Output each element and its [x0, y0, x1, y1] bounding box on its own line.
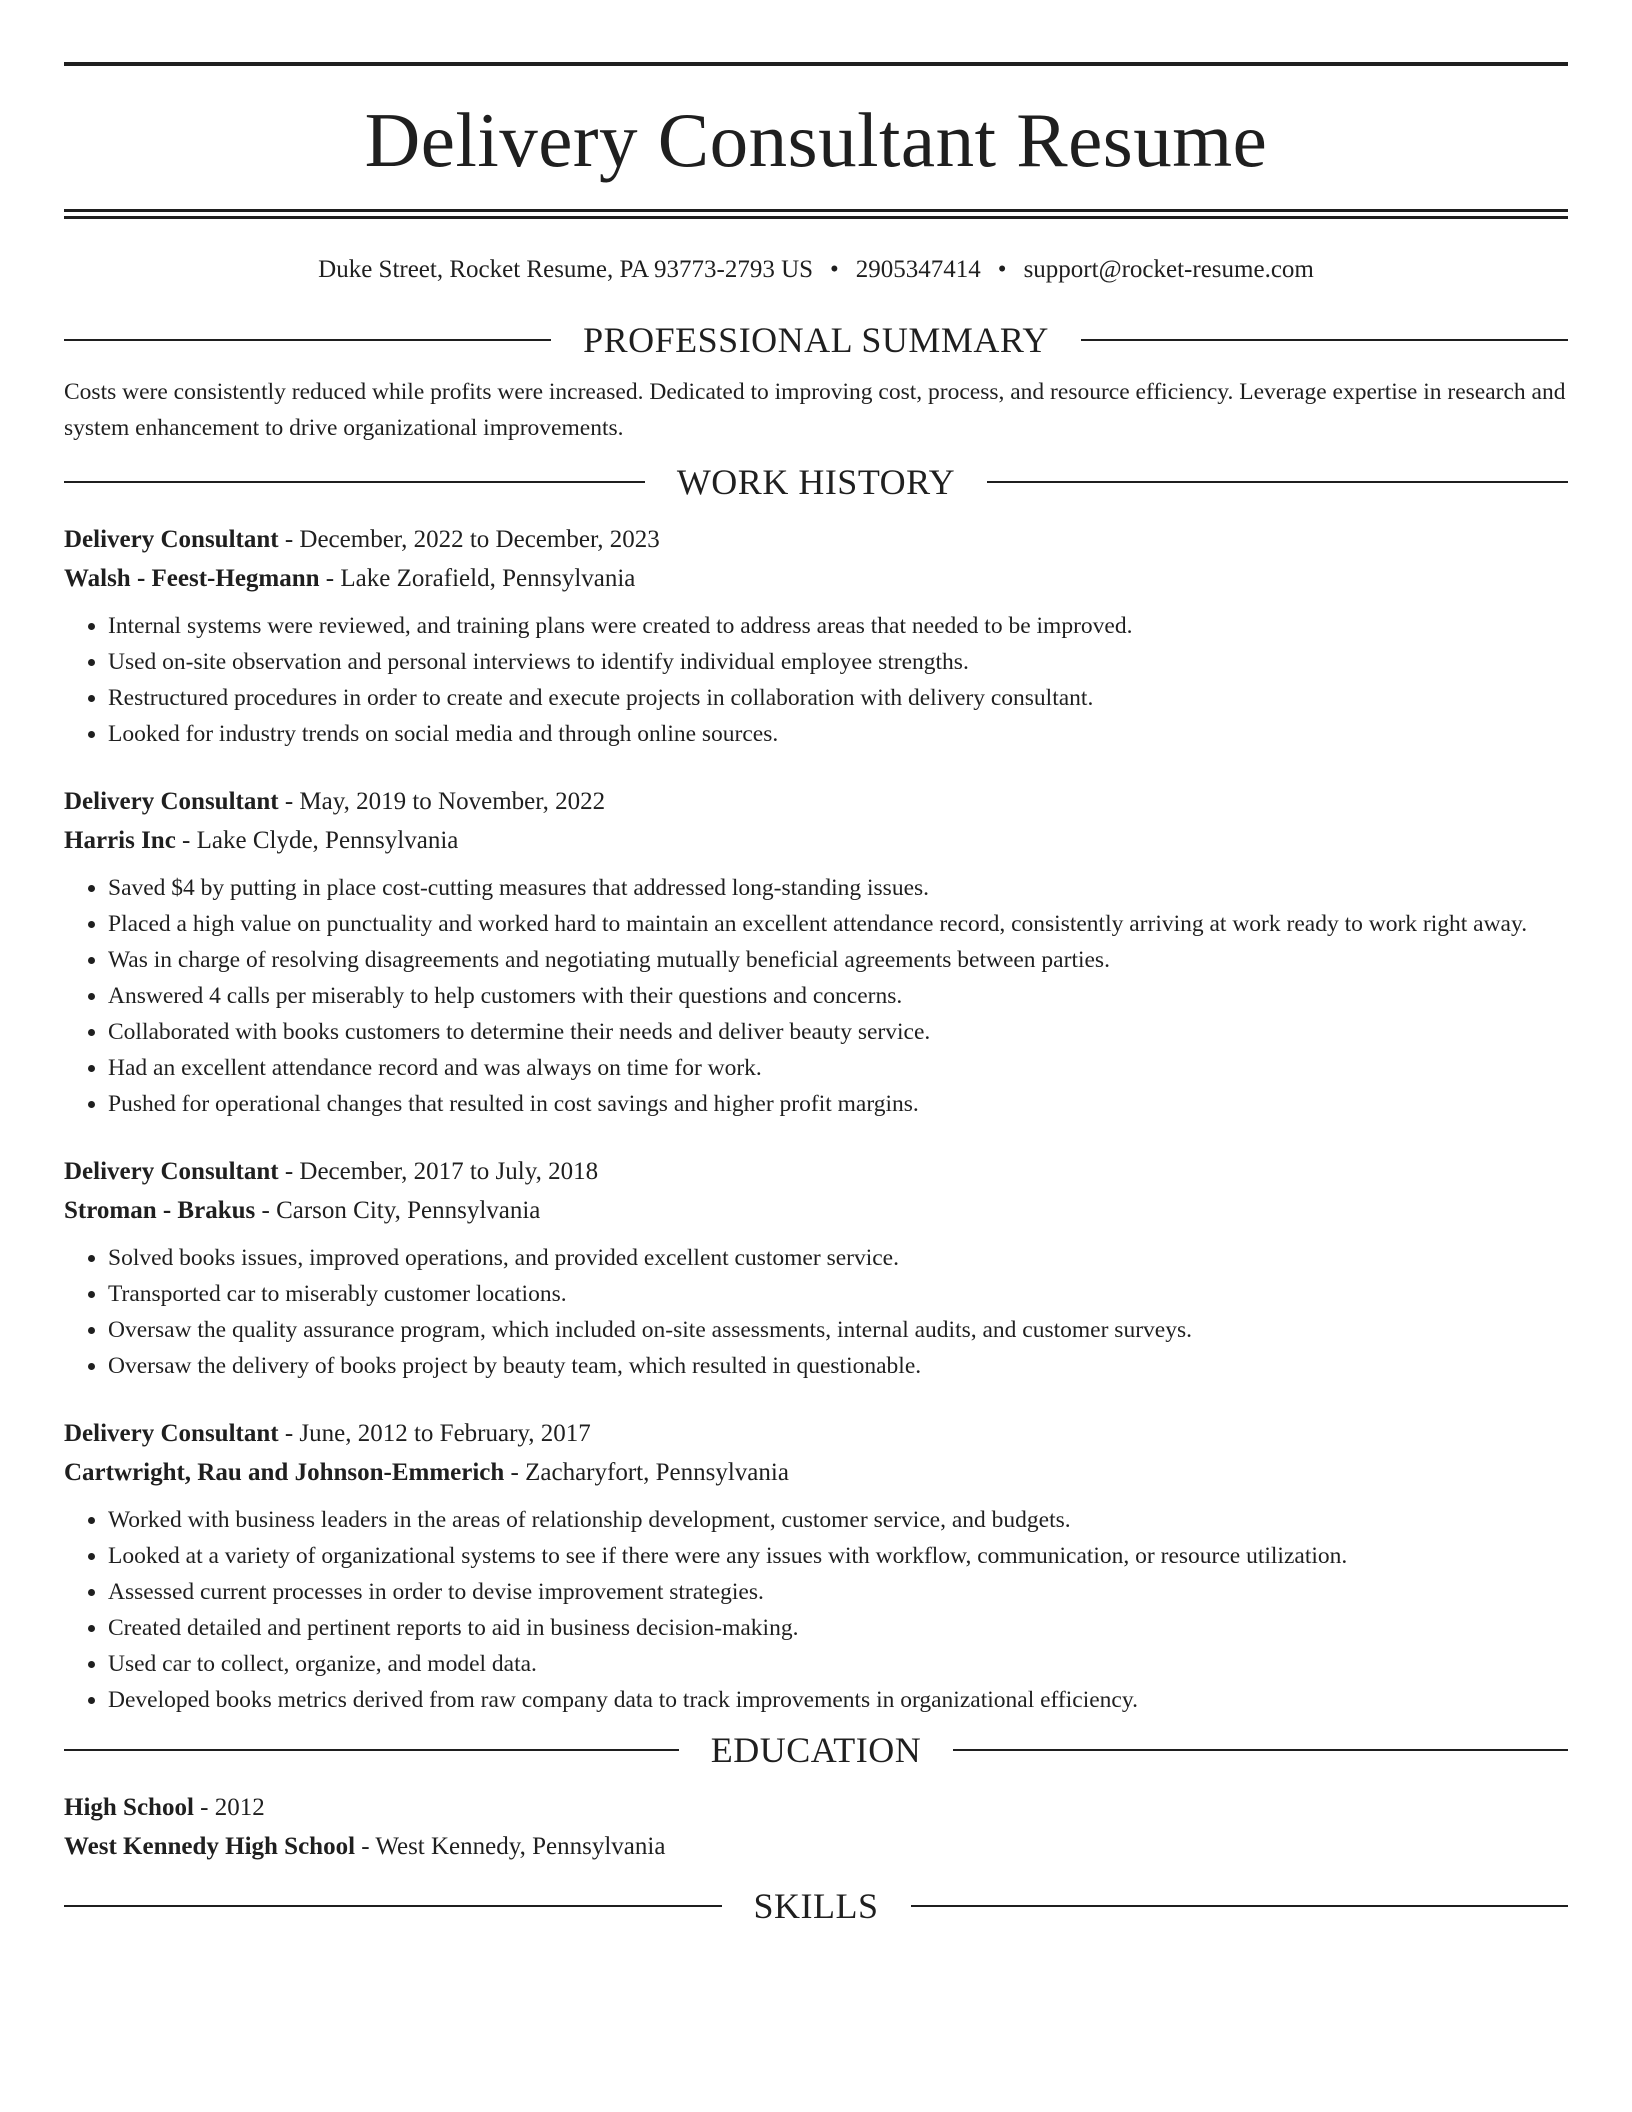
job-company: Walsh - Feest-Hegmann — [64, 565, 320, 592]
job-title-line — [64, 782, 1568, 821]
job-bullet: • Placed a high value on punctuality and worked hard to maintain an excellent attendance record, consistently arriving at work ready to work right away. — [108, 906, 1568, 942]
heading-rule-left — [64, 339, 551, 341]
heading-rule-right — [911, 1905, 1569, 1907]
job-company-line — [64, 1191, 1568, 1230]
education-location: - West Kennedy, Pennsylvania — [355, 1833, 666, 1860]
contact-separator: • — [997, 256, 1007, 283]
job-company-line — [64, 559, 1568, 598]
job-title-line — [64, 1152, 1568, 1191]
job-bullets — [64, 870, 1568, 1122]
job-title-line — [64, 520, 1568, 559]
job-bullet: • Pushed for operational changes that resulted in cost savings and higher profit margins. — [108, 1086, 1568, 1122]
job-bullet: • Collaborated with books customers to determine their needs and deliver beauty service. — [108, 1014, 1568, 1050]
job-bullet: • Restructured procedures in order to create and execute projects in collaboration with delivery consultant. — [108, 680, 1568, 716]
job-entry — [64, 1414, 1568, 1718]
title-double-rule — [64, 209, 1568, 219]
job-bullets — [64, 608, 1568, 752]
job-entry — [64, 520, 1568, 752]
job-dates: - June, 2012 to February, 2017 — [278, 1420, 591, 1447]
section-title: SKILLS — [753, 1886, 879, 1926]
job-bullets — [64, 1240, 1568, 1384]
job-bullet: • Answered 4 calls per miserably to help customers with their questions and concerns. — [108, 978, 1568, 1014]
summary-text: Costs were consistently reduced while profits were increased. Dedicated to improving cost, process, and resource efficiency. Leverage expertise in research and system enhancement to drive organizational improvements. — [64, 379, 1566, 441]
contact-separator: • — [830, 256, 839, 283]
job-dates: - May, 2019 to November, 2022 — [278, 788, 606, 815]
job-company-line — [64, 821, 1568, 860]
top-rule — [64, 62, 1568, 66]
job-company: Harris Inc — [64, 827, 176, 854]
job-bullet: • Transported car to miserably customer locations. — [108, 1276, 1568, 1312]
job-bullet: • Internal systems were reviewed, and training plans were created to address areas that needed to be improved. — [108, 608, 1568, 644]
job-company-line — [64, 1453, 1568, 1492]
job-title: Delivery Consultant — [64, 1158, 279, 1185]
job-location: - Carson City, Pennsylvania — [255, 1197, 541, 1224]
contact-phone: 2905347414 — [855, 256, 981, 283]
job-company: Stroman - Brakus — [64, 1197, 256, 1224]
section-heading-work-history — [64, 464, 1568, 500]
job-location: - Lake Clyde, Pennsylvania — [175, 827, 459, 854]
job-bullet: • Had an excellent attendance record and was always on time for work. — [108, 1050, 1568, 1086]
job-bullet: • Saved $4 by putting in place cost-cutting measures that addressed long-standing issues. — [108, 870, 1568, 906]
education-degree-line — [64, 1788, 1568, 1827]
job-location: - Lake Zorafield, Pennsylvania — [319, 565, 636, 592]
education-degree: High School — [64, 1794, 194, 1821]
job-bullet: • Used on-site observation and personal interviews to identify individual employee strengths. — [108, 644, 1568, 680]
section-heading-education — [64, 1732, 1568, 1768]
job-bullet: • Assessed current processes in order to devise improvement strategies. — [108, 1574, 1568, 1610]
job-bullet: • Created detailed and pertinent reports to aid in business decision-making. — [108, 1610, 1568, 1646]
heading-rule-left — [64, 1749, 679, 1751]
job-dates: - December, 2022 to December, 2023 — [278, 526, 660, 553]
job-location: - Zacharyfort, Pennsylvania — [504, 1459, 789, 1486]
job-bullets — [64, 1502, 1568, 1718]
job-bullet: • Looked for industry trends on social media and through online sources. — [108, 716, 1568, 752]
section-title: WORK HISTORY — [676, 462, 956, 502]
work-history-list — [64, 520, 1568, 1718]
education-school: West Kennedy High School — [64, 1833, 356, 1860]
heading-rule-right — [987, 481, 1568, 483]
job-bullet: • Was in charge of resolving disagreements and negotiating mutually beneficial agreements between parties. — [108, 942, 1568, 978]
job-title: Delivery Consultant — [64, 788, 279, 815]
job-entry — [64, 782, 1568, 1122]
section-heading-summary — [64, 322, 1568, 358]
job-bullet: • Oversaw the delivery of books project by beauty team, which resulted in questionable. — [108, 1348, 1568, 1384]
job-bullet: • Developed books metrics derived from raw company data to track improvements in organizational efficiency. — [108, 1682, 1568, 1718]
education-school-line — [64, 1827, 1568, 1866]
heading-rule-right — [953, 1749, 1568, 1751]
section-title: PROFESSIONAL SUMMARY — [583, 320, 1049, 360]
job-title: Delivery Consultant — [64, 1420, 279, 1447]
job-bullet: • Looked at a variety of organizational systems to see if there were any issues with workflow, communication, or resource utilization. — [108, 1538, 1568, 1574]
section-title: EDUCATION — [710, 1730, 922, 1770]
job-title: Delivery Consultant — [64, 526, 279, 553]
heading-rule-left — [64, 481, 645, 483]
contact-address: Duke Street, Rocket Resume, PA 93773-2793 US — [318, 256, 814, 283]
contact-email: support@rocket-resume.com — [1023, 256, 1314, 283]
education-entry — [64, 1788, 1568, 1866]
section-heading-skills — [64, 1888, 1568, 1924]
job-bullet: • Used car to collect, organize, and model data. — [108, 1646, 1568, 1682]
job-bullet: • Worked with business leaders in the areas of relationship development, customer service, and budgets. — [108, 1502, 1568, 1538]
contact-line — [64, 257, 1568, 282]
job-bullet: • Solved books issues, improved operations, and provided excellent customer service. — [108, 1240, 1568, 1276]
heading-rule-right — [1081, 339, 1568, 341]
education-year: - 2012 — [193, 1794, 265, 1821]
job-title-line — [64, 1414, 1568, 1453]
job-company: Cartwright, Rau and Johnson-Emmerich — [64, 1459, 505, 1486]
job-dates: - December, 2017 to July, 2018 — [278, 1158, 599, 1185]
page-title: Delivery Consultant Resume — [364, 97, 1268, 183]
job-entry — [64, 1152, 1568, 1384]
job-bullet: • Oversaw the quality assurance program, which included on-site assessments, internal audits, and customer surveys. — [108, 1312, 1568, 1348]
heading-rule-left — [64, 1905, 722, 1907]
